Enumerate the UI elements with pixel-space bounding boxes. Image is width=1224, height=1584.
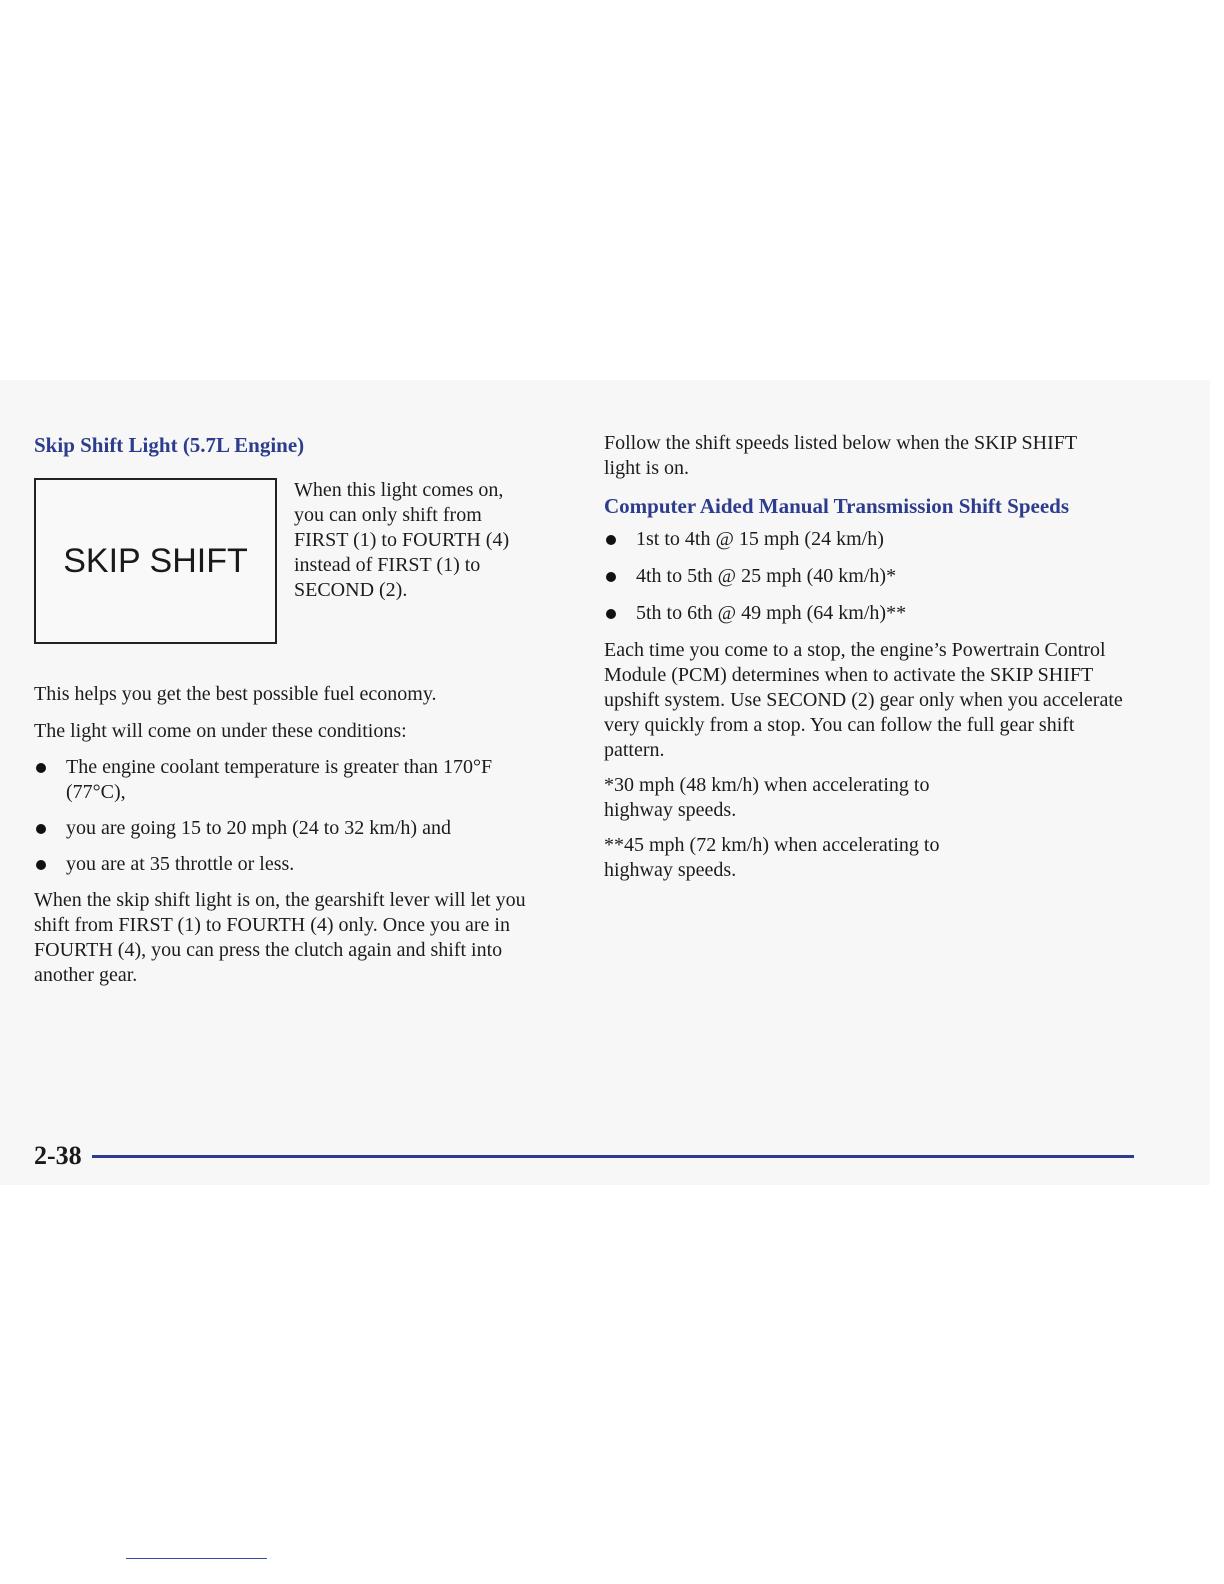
right-column xyxy=(604,431,1139,883)
speed-text: 1st to 4th @ 15 mph (24 km/h) xyxy=(636,528,884,550)
footnote-30mph: *30 mph (48 km/h) when accelerating to highway speeds. xyxy=(604,774,930,821)
page-number: 2-38 xyxy=(34,1141,82,1170)
list-item xyxy=(34,816,534,841)
intro-line: SECOND (2). xyxy=(294,579,408,601)
bullet-icon xyxy=(36,824,46,834)
list-item xyxy=(34,755,534,805)
bullet-icon xyxy=(606,572,616,582)
condition-text: you are going 15 to 20 mph (24 to 32 km/h) and xyxy=(66,817,451,839)
skip-shift-heading: Skip Shift Light (5.7L Engine) xyxy=(34,433,305,457)
intro-line: instead of FIRST (1) to xyxy=(294,554,481,576)
left-body xyxy=(34,682,564,988)
list-item xyxy=(604,564,1139,589)
left-column xyxy=(34,428,564,986)
list-item xyxy=(604,601,1139,626)
shift-speeds-heading: Computer Aided Manual Transmission Shift Speeds xyxy=(604,494,1070,518)
list-item xyxy=(604,527,1139,552)
intro-line: you can only shift from xyxy=(294,504,482,526)
fuel-economy-paragraph: This helps you get the best possible fuel economy. xyxy=(34,683,437,705)
skip-shift-indicator xyxy=(34,478,277,644)
bullet-icon xyxy=(36,860,46,870)
gearshift-paragraph: When the skip shift light is on, the gearshift lever will let you shift from FIRST (1) to FOURTH (4) only. Once you are in FOURTH (4), you can press the clutch again and shift into another gear. xyxy=(34,889,526,986)
shift-speeds-intro: Follow the shift speeds listed below when the SKIP SHIFT light is on. xyxy=(604,432,1077,479)
speed-text: 4th to 5th @ 25 mph (40 km/h)* xyxy=(636,565,897,587)
condition-text: The engine coolant temperature is greater than 170°F (77°C), xyxy=(66,756,493,803)
speed-text: 5th to 6th @ 49 mph (64 km/h)** xyxy=(636,602,907,624)
bullet-icon xyxy=(606,535,616,545)
conditions-intro: The light will come on under these conditions: xyxy=(34,720,407,742)
intro-line: FIRST (1) to FOURTH (4) xyxy=(294,529,510,551)
bullet-icon xyxy=(606,609,616,619)
shift-speeds-list xyxy=(604,527,1139,626)
conditions-list xyxy=(34,755,534,877)
bottom-link-rule xyxy=(126,1558,267,1559)
pcm-paragraph: Each time you come to a stop, the engine’s Powertrain Control Module (PCM) determines when to activate the SKIP SHIFT upshift system. Use SECOND (2) gear only when you accelerate very quickly from a stop. You can follow the full gear shift pattern. xyxy=(604,639,1123,761)
skip-shift-indicator-label: SKIP SHIFT xyxy=(63,541,248,580)
condition-text: you are at 35 throttle or less. xyxy=(66,853,295,875)
skip-shift-intro xyxy=(294,478,564,603)
footnote-45mph: **45 mph (72 km/h) when accelerating to highway speeds. xyxy=(604,834,940,881)
bullet-icon xyxy=(36,763,46,773)
footer-rule xyxy=(92,1155,1134,1158)
intro-line: When this light comes on, xyxy=(294,479,504,501)
list-item xyxy=(34,852,534,877)
